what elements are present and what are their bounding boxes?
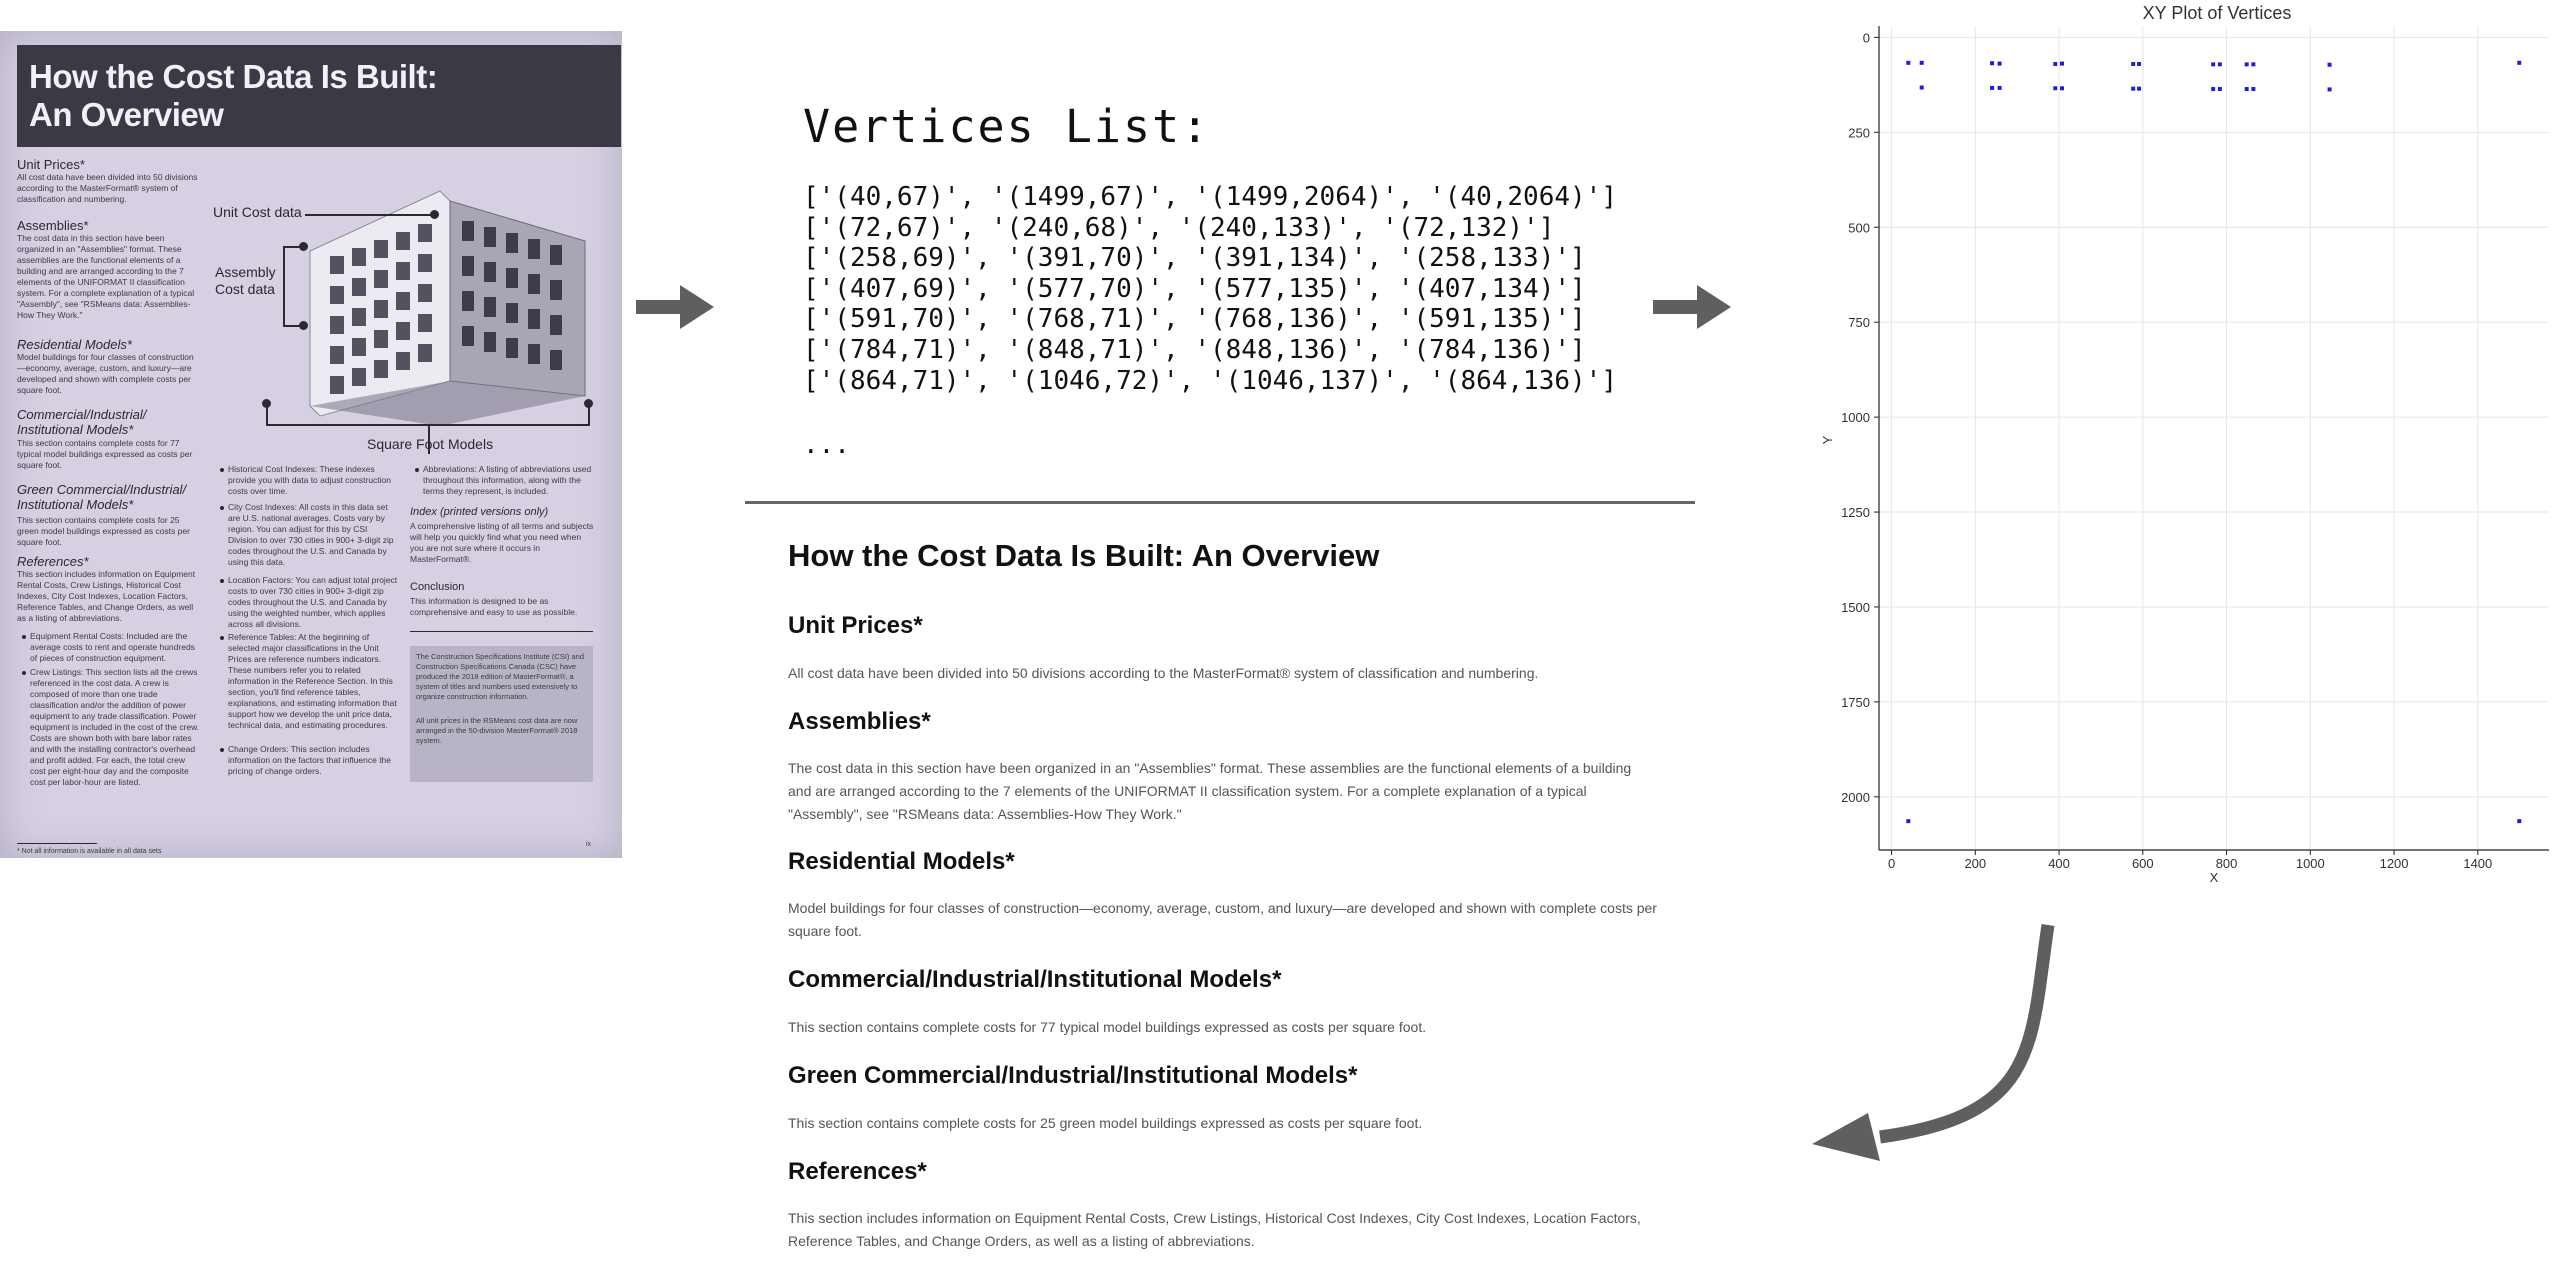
y-tick-label: 2000 xyxy=(1841,789,1870,805)
data-point xyxy=(1998,62,2002,66)
scan-paragraph: Model buildings for four classes of construction—economy, average, custom, and luxury—are developed and shown with complete costs per square foot. xyxy=(17,352,194,395)
vertex-row: ['(591,70)', '(768,71)', '(768,136)', '(591,135)'] xyxy=(803,304,1586,335)
data-point xyxy=(2211,62,2215,66)
section-body: The cost data in this section have been organized in an "Assemblies" format. These assemblies are the functional elements of a building and are arranged according to the 7 elements of the UNIFORMAT II classification system. For a complete explanation of a typical "Assembly", see "RSMeans data: Assemblies-How They Work." xyxy=(788,760,1632,822)
scan-heading: Conclusion xyxy=(410,581,465,593)
section-heading: Assemblies* xyxy=(788,708,931,735)
assembly-label-line2: Cost data xyxy=(215,281,275,297)
data-point xyxy=(2218,62,2222,66)
data-point xyxy=(2137,62,2141,66)
scan-rule xyxy=(410,631,593,632)
right-arrow-icon xyxy=(1653,285,1733,329)
callout-dot xyxy=(299,242,308,251)
x-axis-label: X xyxy=(2209,870,2219,885)
data-point xyxy=(2517,819,2521,823)
x-tick-label: 800 xyxy=(2215,856,2238,871)
data-point xyxy=(2245,62,2249,66)
section-body: Model buildings for four classes of construction—economy, average, custom, and luxury—are developed and shown with complete costs per square foot. xyxy=(788,900,1657,939)
scan-bullet-text: Reference Tables: At the beginning of selected major classifications in the Unit Prices are reference numbers indicators. These numbers refer you to related information in the Reference Section. In this section, you'll find reference tables, explanations, and estimating information that support how we develop the unit price data, technical data, and estimating procedures. xyxy=(228,632,397,730)
data-point xyxy=(2053,86,2057,90)
data-point xyxy=(2218,87,2222,91)
y-tick-label: 750 xyxy=(1848,315,1870,331)
scan-page-number: ix xyxy=(586,841,592,848)
bullet-dot xyxy=(220,636,224,640)
section-divider xyxy=(745,501,1695,504)
chart-title: XY Plot of Vertices xyxy=(2142,3,2292,23)
data-point xyxy=(2211,87,2215,91)
y-tick-label: 1000 xyxy=(1841,410,1870,426)
scan-box-text: All unit prices in the RSMeans cost data are now arranged in the 50-division MasterFormat® 2018 system. xyxy=(416,716,578,745)
scan-heading: Assemblies* xyxy=(17,218,89,233)
scan-info-box xyxy=(410,646,593,782)
bullet-dot xyxy=(220,468,224,472)
data-point xyxy=(2131,87,2135,91)
scan-heading: References* xyxy=(17,554,89,569)
x-tick-label: 400 xyxy=(2048,856,2070,871)
document-title: How the Cost Data Is Built: An Overview xyxy=(788,538,1380,573)
footnote-rule xyxy=(17,843,97,844)
vertex-row: ['(407,69)', '(577,70)', '(577,135)', '(407,134)'] xyxy=(803,273,1586,304)
data-point xyxy=(2328,63,2332,67)
scan-box-text: The Construction Specifications Institute (CSI) and Construction Specifications Canada (CSC) have produced the 2018 edition of MasterFormat®, a system of titles and numbers used extensively to organize construction information. xyxy=(416,652,584,701)
x-tick-label: 1200 xyxy=(2379,856,2409,871)
vertex-row: ['(784,71)', '(848,71)', '(848,136)', '(784,136)'] xyxy=(803,334,1586,365)
xy-plot xyxy=(1820,0,2560,890)
scan-paragraph: This section contains complete costs for 25 green model buildings expressed as costs per square foot. xyxy=(17,515,190,547)
callout-dot xyxy=(584,399,593,408)
vertices-rows xyxy=(803,182,1617,396)
vertex-row: ['(864,71)', '(1046,72)', '(1046,137)', '(864,136)'] xyxy=(803,365,1617,396)
scan-bullet-text: Abbreviations: A listing of abbreviations used throughout this information, along with the terms they represent, is included. xyxy=(423,464,592,496)
data-point xyxy=(2060,62,2064,66)
building-illustration xyxy=(300,181,600,431)
vertices-list xyxy=(803,100,1617,460)
assembly-label-line1: Assembly xyxy=(215,264,276,280)
section-heading: Unit Prices* xyxy=(788,612,923,639)
section-body: This section contains complete costs for 25 green model buildings expressed as costs per square foot. xyxy=(788,1115,1423,1131)
scan-paragraph: This section contains complete costs for 77 typical model buildings expressed as costs per square foot. xyxy=(17,438,193,470)
vertex-row: ['(258,69)', '(391,70)', '(391,134)', '(258,133)'] xyxy=(803,243,1586,274)
vertices-ellipsis: ... xyxy=(803,430,850,460)
data-point xyxy=(2328,87,2332,91)
scan-heading: Commercial/Industrial/ Institutional Models* xyxy=(17,407,147,437)
data-point xyxy=(2251,62,2255,66)
data-point xyxy=(1920,86,1924,90)
section-heading: Green Commercial/Industrial/Institutional Models* xyxy=(788,1062,1358,1089)
vertex-row: ['(72,67)', '(240,68)', '(240,133)', '(72,132)'] xyxy=(803,212,1555,243)
data-point xyxy=(1920,61,1924,65)
data-point xyxy=(2251,87,2255,91)
scan-paragraph: This section includes information on Equipment Rental Costs, Crew Listings, Historical Cost Indexes, City Cost Indexes, Location Factors, Reference Tables, and Change Orders, as well as a listing of abbreviations. xyxy=(17,569,196,623)
unit-cost-label: Unit Cost data xyxy=(213,204,302,220)
scan-title-line2: An Overview xyxy=(29,96,224,133)
y-tick-label: 1250 xyxy=(1841,505,1870,521)
scan-paragraph: A comprehensive listing of all terms and subjects will help you quickly find what you need when you are not sure where it occurs in MasterFormat®. xyxy=(410,521,594,564)
y-tick-label: 500 xyxy=(1848,220,1870,236)
plot-area xyxy=(1879,26,2549,850)
scan-heading: Green Commercial/Industrial/ Institutional Models* xyxy=(17,482,187,512)
x-tick-label: 0 xyxy=(1887,856,1896,871)
data-point xyxy=(1998,86,2002,90)
callout-dot xyxy=(299,321,308,330)
data-point xyxy=(2517,61,2521,65)
scan-paragraph: This information is designed to be as comprehensive and easy to use as possible. xyxy=(410,596,578,617)
callout-dot xyxy=(262,399,271,408)
bullet-dot xyxy=(415,468,419,472)
section-body: This section includes information on Equipment Rental Costs, Crew Listings, Historical Cost Indexes, City Cost Indexes, Location Factors, Reference Tables, and Change Orders, as well as a listing of abbreviations. xyxy=(788,1210,1641,1249)
section-heading: Residential Models* xyxy=(788,848,1015,875)
scan-bullet-text: Location Factors: You can adjust total project costs to over 730 cities in 900+ 3-digit zip codes throughout the U.S. and Canada by using the weighted number, which applies across all divisions. xyxy=(228,575,398,629)
scan-heading: Index (printed versions only) xyxy=(410,506,549,518)
vertex-row: ['(40,67)', '(1499,67)', '(1499,2064)', '(40,2064)'] xyxy=(803,182,1617,212)
y-tick-label: 1500 xyxy=(1841,599,1870,615)
scan-bullet-text: Historical Cost Indexes: These indexes provide you with data to adjust construction costs over time. xyxy=(228,464,392,496)
callout-dot xyxy=(430,210,439,219)
right-arrow-icon xyxy=(636,285,716,329)
section-heading: References* xyxy=(788,1158,927,1185)
section-heading: Commercial/Industrial/Institutional Models* xyxy=(788,966,1282,993)
data-point xyxy=(2137,87,2141,91)
data-point xyxy=(1906,61,1910,65)
y-axis-label: Y xyxy=(1820,435,1835,445)
bullet-dot xyxy=(220,579,224,583)
scan-paragraph: The cost data in this section have been organized in an "Assemblies" format. These assemblies are the functional elements of a building and are arranged according to the 7 elements of the UNIFORMAT II classification system. For a complete explanation of a typical "Assembly", see "RSMeans data: Assemblies-How They Work." xyxy=(17,233,195,320)
y-tick-label: 250 xyxy=(1848,125,1870,141)
data-point xyxy=(1990,86,1994,90)
scan-title-banner xyxy=(17,45,621,147)
bullet-dot xyxy=(220,506,224,510)
curved-arrow-icon xyxy=(1810,915,2060,1165)
section-body: All cost data have been divided into 50 divisions according to the MasterFormat® system of classification and numbering. xyxy=(788,665,1539,681)
scan-bullet-text: Crew Listings: This section lists all the crews referenced in the cost data. A crew is composed of more than one trade classification and/or the addition of power equipment to any trade classification. Power equipment is included in the cost of the crew. Costs are shown both with bare labor rates and with the installing contractor's overhead and profit added. For each, the total crew cost per eight-hour day and the composite cost per labor-hour are listed. xyxy=(30,667,200,787)
y-tick-label: 0 xyxy=(1862,30,1870,46)
assembly-bracket xyxy=(283,246,285,326)
scan-title-line1: How the Cost Data Is Built: xyxy=(29,58,438,95)
data-point xyxy=(2053,62,2057,66)
scan-bullet-text: City Cost Indexes: All costs in this data set are U.S. national averages. Costs vary by region. You can adjust for this by CSI Division to over 730 cities in 900+ 3-digit zip codes throughout the U.S. and Canada by using this data. xyxy=(228,502,394,567)
data-point xyxy=(2131,62,2135,66)
x-tick-label: 1000 xyxy=(2295,856,2325,871)
data-point xyxy=(1990,61,1994,65)
data-point xyxy=(1906,819,1910,823)
vertices-title: Vertices List: xyxy=(803,100,1211,153)
unit-cost-leader xyxy=(305,214,433,216)
bullet-dot xyxy=(22,635,26,639)
bullet-dot xyxy=(220,748,224,752)
section-body: This section contains complete costs for 77 typical model buildings expressed as costs per square foot. xyxy=(788,1019,1427,1035)
x-tick-label: 1400 xyxy=(2463,856,2493,871)
scan-bullet-text: Equipment Rental Costs: Included are the average costs to rent and operate hundreds of pieces of construction equipment. xyxy=(30,631,195,663)
x-tick-label: 600 xyxy=(2131,856,2154,871)
scanned-document-image xyxy=(0,31,622,858)
bullet-dot xyxy=(22,671,26,675)
scan-paragraph: All cost data have been divided into 50 divisions according to the MasterFormat® system of classification and numbering. xyxy=(17,172,198,204)
x-tick-label: 200 xyxy=(1964,856,1987,871)
scan-heading: Unit Prices* xyxy=(17,157,85,172)
data-point xyxy=(2060,86,2064,90)
sqft-label: Square Foot Models xyxy=(367,436,494,452)
scan-footnote: * Not all information is available in all data sets xyxy=(17,848,162,855)
scan-bullet-text: Change Orders: This section includes information on the factors that influence the pricing of change orders. xyxy=(228,744,392,776)
data-point xyxy=(2245,87,2249,91)
y-tick-label: 1750 xyxy=(1841,694,1870,710)
scan-heading: Residential Models* xyxy=(17,337,132,352)
